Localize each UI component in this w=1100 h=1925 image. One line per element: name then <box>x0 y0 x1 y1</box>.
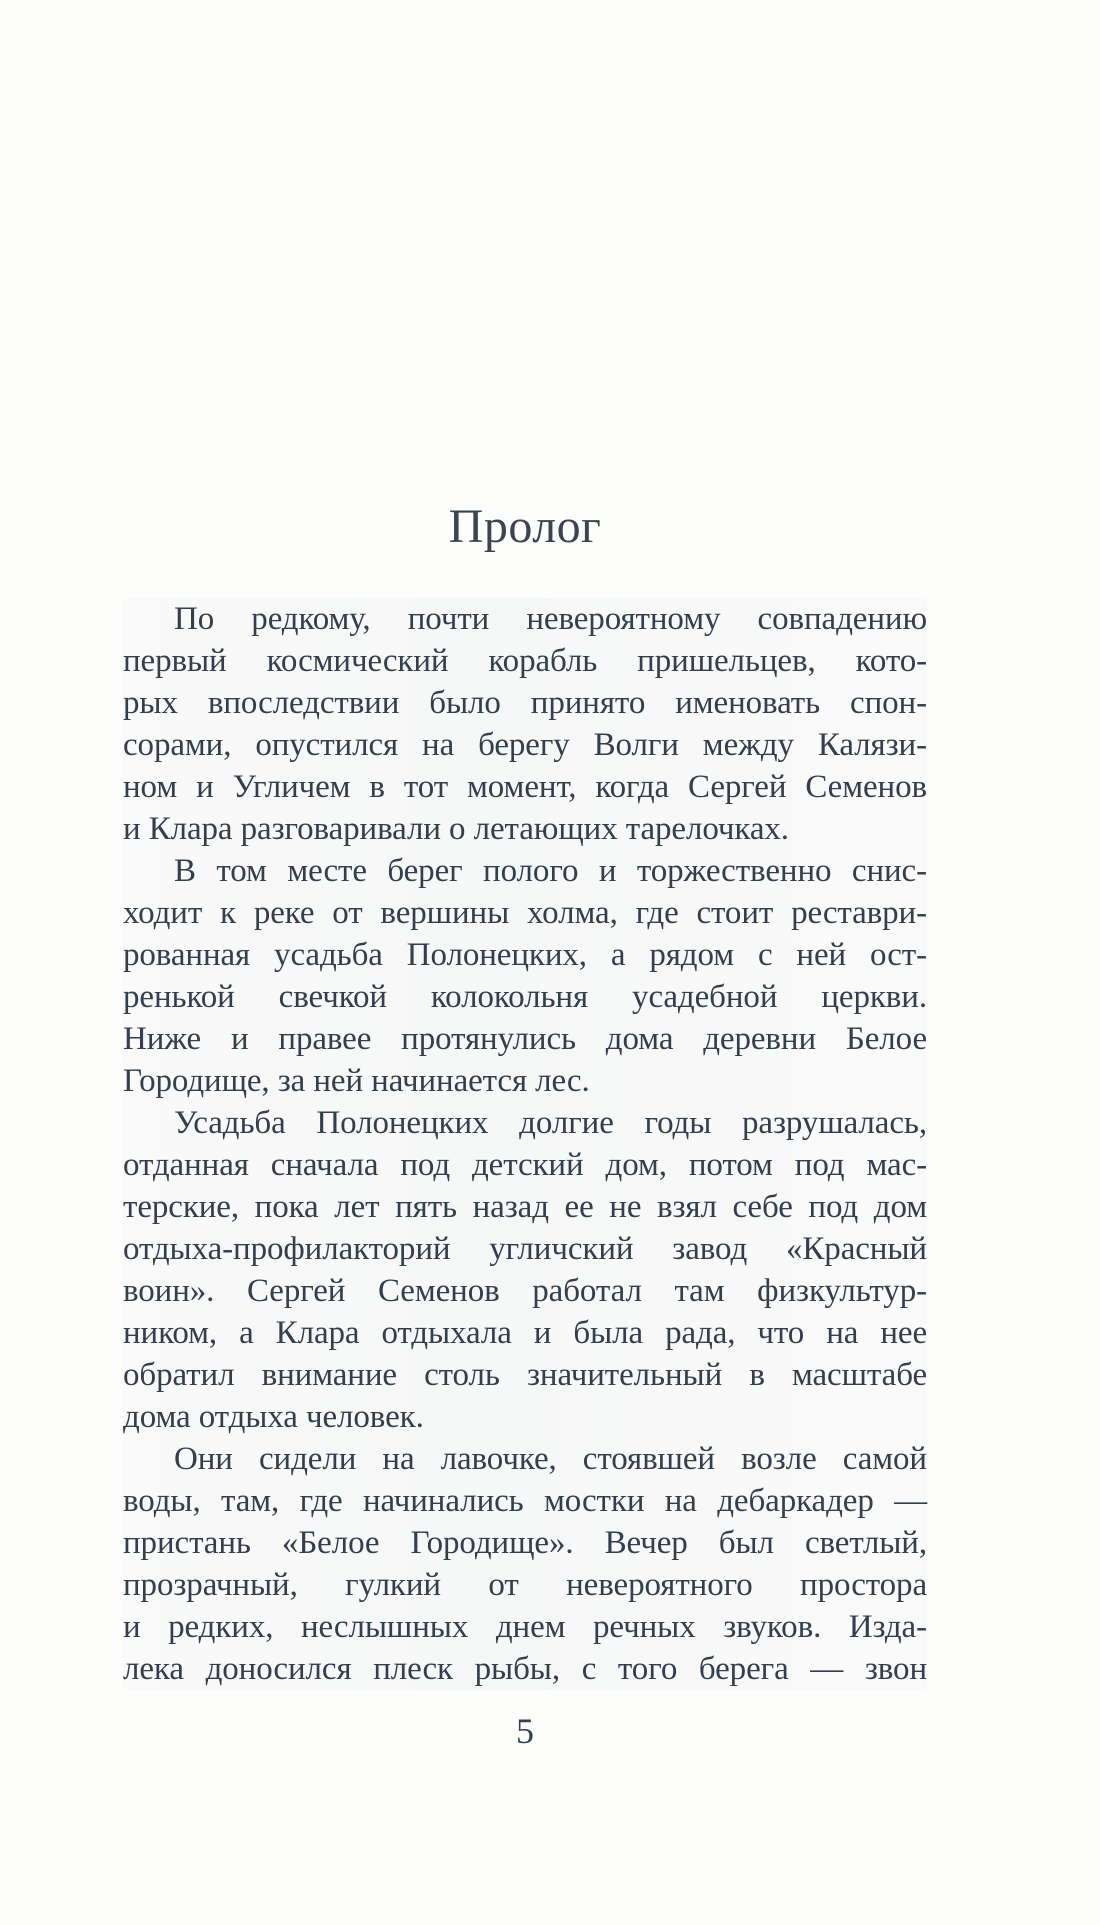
text-line: ходит к реке от вершины холма, где стоит реставри- <box>123 892 927 934</box>
paragraph <box>123 1102 927 1438</box>
paragraph <box>123 850 927 1102</box>
text-line: воин». Сергей Семенов работал там физкультур- <box>123 1270 927 1312</box>
text-line: воды, там, где начинались мостки на дебаркадер — <box>123 1480 927 1522</box>
text-line: терские, пока лет пять назад ее не взял себе под дом <box>123 1186 927 1228</box>
text-line: Они сидели на лавочке, стоявшей возле самой <box>123 1438 927 1480</box>
paragraph <box>123 1438 927 1690</box>
text-line: Усадьба Полонецких долгие годы разрушалась, <box>123 1102 927 1144</box>
text-line: рованная усадьба Полонецких, а рядом с ней ост- <box>123 934 927 976</box>
page-body <box>123 598 927 1690</box>
text-line: пристань «Белое Городище». Вечер был светлый, <box>123 1522 927 1564</box>
text-line: По редкому, почти невероятному совпадению <box>123 598 927 640</box>
paragraph <box>123 598 927 850</box>
text-block <box>123 0 927 1754</box>
text-line: Ниже и правее протянулись дома деревни Белое <box>123 1018 927 1060</box>
text-line: первый космический корабль пришельцев, кото- <box>123 640 927 682</box>
text-line: ренькой свечкой колокольня усадебной церкви. <box>123 976 927 1018</box>
text-line: обратил внимание столь значительный в масштабе <box>123 1354 927 1396</box>
chapter-title: Пролог <box>448 500 602 553</box>
text-line: прозрачный, гулкий от невероятного простора <box>123 1564 927 1606</box>
text-line: и редких, неслышных днем речных звуков. Изда- <box>123 1606 927 1648</box>
text-line: сорами, опустился на берегу Волги между Калязи- <box>123 724 927 766</box>
page-number: 5 <box>516 1711 534 1751</box>
text-line: Городище, за ней начинается лес. <box>123 1060 927 1102</box>
text-line: рых впоследствии было принято именовать спон- <box>123 682 927 724</box>
text-line: отданная сначала под детский дом, потом под мас- <box>123 1144 927 1186</box>
text-line: В том месте берег полого и торжественно снис- <box>123 850 927 892</box>
text-line: отдыха-профилакторий угличский завод «Красный <box>123 1228 927 1270</box>
text-line: лека доносился плеск рыбы, с того берега — звон <box>123 1648 927 1690</box>
text-line: ником, а Клара отдыхала и была рада, что на нее <box>123 1312 927 1354</box>
text-line: ном и Угличем в тот момент, когда Сергей Семенов <box>123 766 927 808</box>
text-line: дома отдыха человек. <box>123 1396 927 1438</box>
text-line: и Клара разговаривали о летающих тарелочках. <box>123 808 927 850</box>
